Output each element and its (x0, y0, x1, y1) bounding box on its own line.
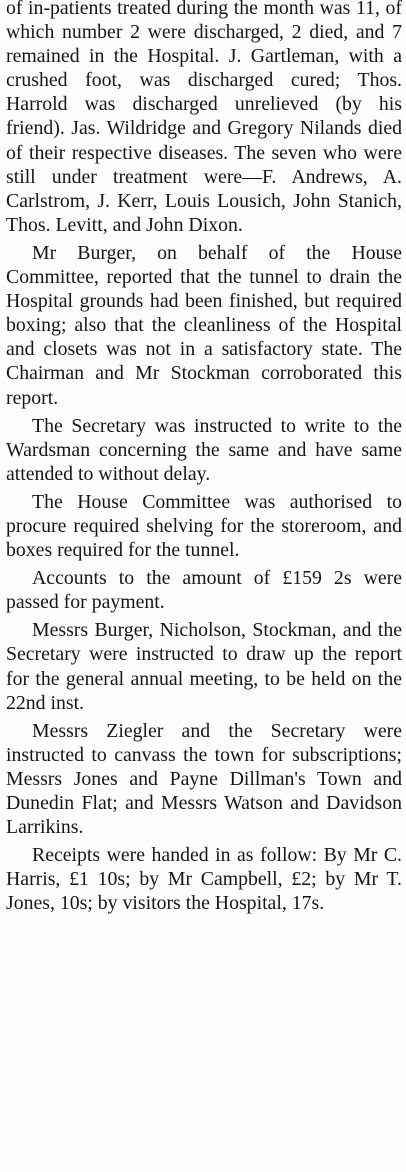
paragraph-in-patients: of in-patients treated during the month was 11, of which number 2 were discharged, 2 died, and 7 remained in the Hospital. J. Gartleman, with a crushed foot, was discharged cured; Thos. Harrold was discharged unrelieved (by his friend). Jas. Wildridge and Gregory Nilands died of their respective diseases. The seven who were still under treatment were—F. Andrews, A. Carlstrom, J. Kerr, Louis Lousich, John Stanich, Thos. Levitt, and John Dixon. (6, 0, 402, 236)
paragraph-accounts: Accounts to the amount of £159 2s were passed for payment. (6, 567, 402, 614)
paragraph-canvass: Messrs Ziegler and the Secretary were instructed to canvass the town for subscriptions; Messrs Jones and Payne Dillman's Town and Dunedin Flat; and Messrs Watson and Davidson Larrikins. (6, 719, 402, 839)
paragraph-shelving: The House Committee was authorised to procure required shelving for the storeroom, and boxes required for the tunnel. (6, 490, 402, 562)
paragraph-receipts: Receipts were handed in as follow: By Mr C. Harris, £1 10s; by Mr Campbell, £2; by Mr T. Jones, 10s; by visitors the Hospital, 17s. (6, 844, 402, 915)
paragraph-house-committee-report: Mr Burger, on behalf of the House Committee, reported that the tunnel to drain the Hospital grounds had been finished, but required boxing; also that the cleanliness of the Hospital and closets was not in a satisfactory state. The Chairman and Mr Stockman corroborated this report. (6, 241, 402, 409)
paragraph-secretary-instructed: The Secretary was instructed to write to the Wardsman concerning the same and have same attended to without delay. (6, 414, 402, 485)
paragraph-annual-report: Messrs Burger, Nicholson, Stockman, and the Secretary were instructed to draw up the report for the general annual meeting, to be held on the 22nd inst. (6, 619, 402, 714)
